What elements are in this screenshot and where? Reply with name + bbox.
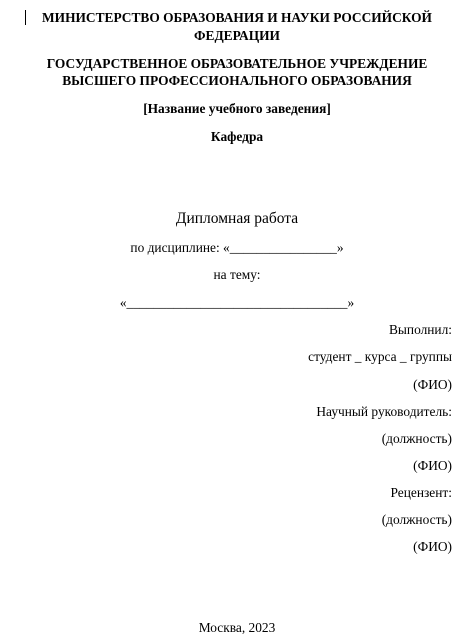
department-label: Кафедра	[210, 129, 264, 144]
supervisor-position: (должность)	[381, 431, 452, 446]
reviewer-name: (ФИО)	[413, 539, 452, 554]
supervisor-label: Научный руководитель:	[316, 404, 452, 419]
ministry-line-1: МИНИСТЕРСТВО ОБРАЗОВАНИЯ И НАУКИ РОССИЙСКОЙ	[42, 10, 432, 25]
performed-by-label: Выполнил:	[388, 322, 452, 337]
institution-line-1: ГОСУДАРСТВЕННОЕ ОБРАЗОВАТЕЛЬНОЕ УЧРЕЖДЕНИЕ	[46, 56, 428, 71]
ministry-line-2: ФЕДЕРАЦИИ	[194, 28, 280, 43]
city-year: Москва, 2023	[198, 620, 276, 635]
topic-label: на тему:	[213, 267, 261, 282]
student-course-group: студент _ курса _ группы	[308, 349, 452, 364]
student-name: (ФИО)	[413, 377, 452, 392]
institution-line-2: ВЫСШЕГО ПРОФЕССИОНАЛЬНОГО ОБРАЗОВАНИЯ	[62, 73, 412, 88]
reviewer-label: Рецензент:	[390, 485, 452, 500]
supervisor-name: (ФИО)	[413, 458, 452, 473]
discipline-line: по дисциплине: «________________»	[130, 240, 344, 255]
topic-line: «_________________________________»	[119, 295, 355, 310]
reviewer-position: (должность)	[381, 512, 452, 527]
institution-name: [Название учебного заведения]	[143, 101, 331, 116]
work-title: Дипломная работа	[175, 210, 299, 227]
